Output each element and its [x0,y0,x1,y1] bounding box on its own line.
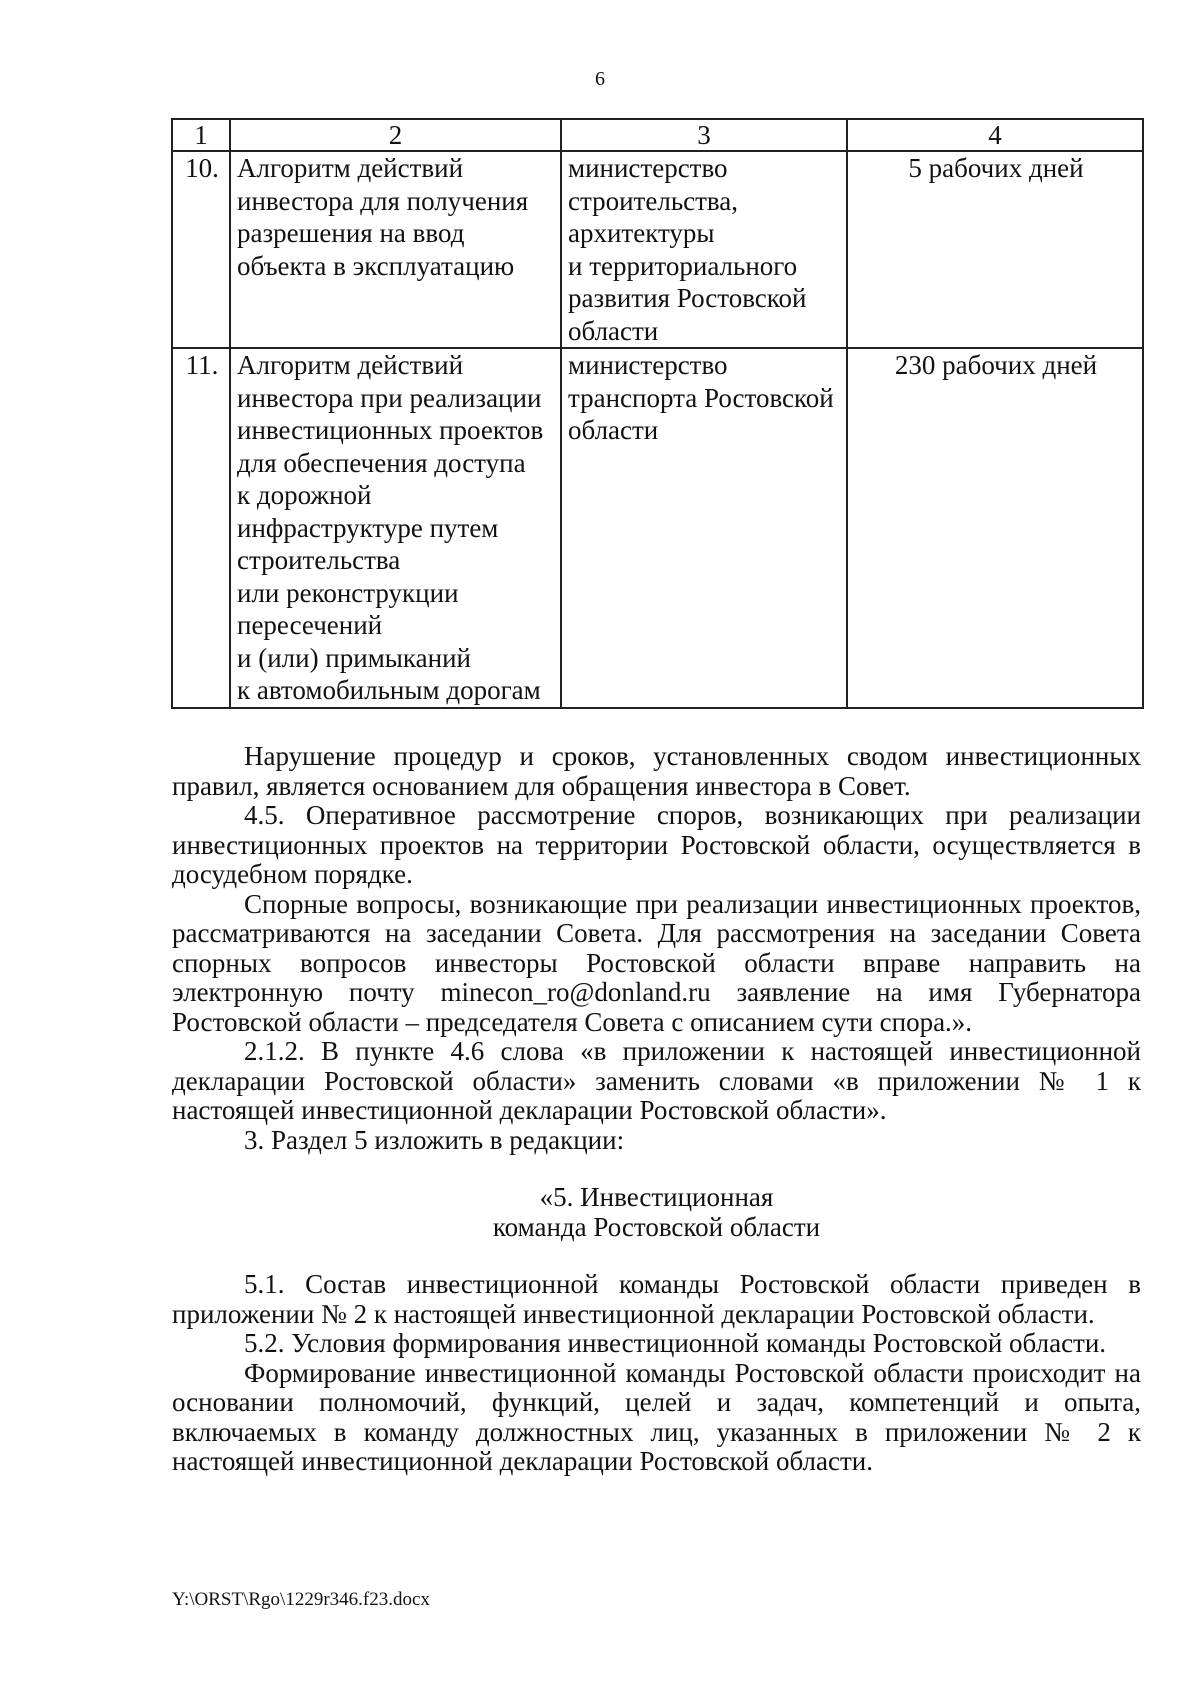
header-cell: 1 [172,119,230,151]
paragraph: Формирование инвестиционной команды Ростовской области происходит на основании полномочий, функций, целей и задач, компетенций и опыта, включаемых в команду должностных лиц, указанных в приложении № 2 к настоящей инвестиционной декларации Ростовской области. [172,1357,1141,1476]
heading-line: «5. Инвестиционная [539,1182,774,1212]
procedure-name: Алгоритм действий инвестора при реализации инвестиционных проектов для обеспечения доступа к дорожной инфраструктуре путем строительства или реконструкции пересечений и (или) примыканий к автомобильным дорогам [230,348,561,708]
page-number: 6 [595,68,605,90]
header-cell: 3 [561,119,847,151]
body-text [172,742,1141,1477]
table-row [172,151,1143,348]
file-path-footer: Y:\ORST\Rgo\1229r346.f23.docx [172,1589,430,1610]
header-cell: 2 [230,119,561,151]
paragraph: 5.2. Условия формирования инвестиционной команды Ростовской области. [244,1328,1107,1358]
paragraph: 2.1.2. В пункте 4.6 слова «в приложении к настоящей инвестиционной декларации Ростовской области» заменить словами «в приложении № 1 к настоящей инвестиционной декларации Ростовской области». [172,1036,1141,1125]
paragraph: 4.5. Оперативное рассмотрение споров, возникающих при реализации инвестиционных проектов на территории Ростовской области, осуществляется в досудебном порядке. [172,800,1141,889]
paragraph: Спорные вопросы, возникающие при реализации инвестиционных проектов, рассматриваются на заседании Совета. Для рассмотрения на заседании Совета спорных вопросов инвесторы Ростовской области вправе направить на электронную почту minecon_ro@donland.ru заявление на имя Губернатора Ростовской области – председателя Совета с описанием сути спора.». [172,888,1141,1037]
row-number: 10. [172,151,230,348]
term: 230 рабочих дней [847,348,1143,708]
responsible-agency: министерство строительства, архитектуры и территориального развития Ростовской области [561,151,847,348]
table-header-row [172,119,1143,151]
header-cell: 4 [847,119,1143,151]
heading-line: команда Ростовской области [492,1211,821,1242]
term: 5 рабочих дней [847,151,1143,348]
procedures-table [171,118,1144,709]
paragraph: Нарушение процедур и сроков, установленных сводом инвестиционных правил, является основанием для обращения инвестора в Совет. [172,741,1141,801]
procedure-name: Алгоритм действий инвестора для получения разрешения на ввод объекта в эксплуатацию [230,151,561,348]
table-row [172,348,1143,708]
row-number: 11. [172,348,230,708]
paragraph: 5.1. Состав инвестиционной команды Ростовской области приведен в приложении № 2 к настоящей инвестиционной декларации Ростовской области. [172,1269,1141,1329]
section-heading [172,1183,1141,1242]
responsible-agency: министерство транспорта Ростовской области [561,348,847,708]
paragraph: 3. Раздел 5 изложить в редакции: [244,1124,625,1155]
